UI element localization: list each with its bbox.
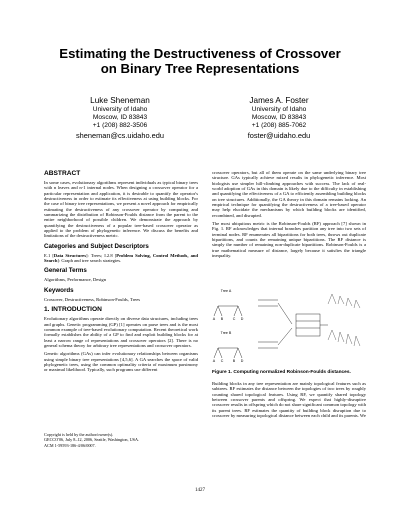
tree-b-edge [238, 348, 242, 358]
figure-1 [212, 286, 362, 366]
tree-a-edge [218, 306, 222, 316]
tree-b-leaf: B [232, 359, 236, 363]
tree-a-edge [214, 306, 218, 316]
author-2-email: foster@uidaho.edu [247, 130, 311, 140]
tree-b [213, 331, 244, 363]
tree-b-leaf: C [220, 359, 224, 363]
table-frame [296, 314, 320, 336]
paper-title [0, 46, 400, 76]
author-1-city: Moscow, ID 83843 [92, 114, 148, 122]
author-1-phone: +1 (208) 882-3506 [92, 122, 148, 130]
tree-a [213, 289, 244, 321]
tree-a-leaf: C [232, 317, 236, 321]
figure-1-diagram [212, 286, 362, 366]
tree-a-label: Tree A [220, 289, 232, 293]
right-paragraph-2: The most ubiquitous metric is the Robinson-Foulds (RF) approach [7] shown in Fig. 1. RF acknowledges that internal branches partition any tree into two sets of terminal nodes. RF enumerates all bipartitions for both trees, throws out duplicate bipartitions, and counts the remaining unique bipartitions. The RF distance is simply the number of remaining non-duplicate bipartitions. Robinson-Foulds is a true mathematical measure of distance, largely because it satisfies the triangle inequality. [212, 221, 366, 259]
tree-b-edge [214, 348, 218, 358]
introduction-paragraph-2: Genetic algorithms (GAs) can infer evolutionary relationships between organisms using simple binary tree representations [4,5,6]. A GA searches the space of valid phylogenetic trees, using the common optimality criteria of maximum parsimony or maximal likelihood. Typically, such programs use different [44, 351, 198, 373]
keywords-text: Crossover, Destructiveness, Robinson-Foulds, Trees [44, 296, 141, 302]
general-terms-text: Algorithms, Performance, Design [44, 277, 107, 283]
categories-mid: ]: Trees; I.2.8 [ [86, 252, 117, 258]
figure-1-caption: Figure 1. Computing normalized Robinson-Foulds distances. [212, 370, 351, 375]
tree-a-leaf: A [212, 317, 216, 321]
author-1-email: sheneman@cs.uidaho.edu [75, 130, 165, 140]
tree-a-leaf: D [240, 317, 244, 321]
cascade-trees [328, 294, 360, 346]
categories-prefix: E.1 [ [44, 252, 54, 258]
general-terms-heading: General Terms [44, 267, 87, 275]
categories-heading: Categories and Subject Descriptors [44, 242, 149, 250]
tree-b-edge [234, 348, 238, 358]
categories-bold-1: Data Structures [53, 252, 86, 258]
author-2-name: James A. Foster [249, 96, 309, 105]
left-column [44, 170, 198, 376]
bipartition-lists [258, 300, 292, 348]
abstract-heading: ABSTRACT [44, 170, 81, 177]
right-column [212, 170, 366, 262]
author-1-block [40, 96, 200, 141]
author-2-phone: +1 (208) 885-7062 [251, 122, 307, 130]
categories-suffix: ]: Graph and tree search strategies. [57, 258, 122, 264]
right-column-continued [212, 381, 366, 420]
right-paragraph-1: crossover operators, but all of them operate on the same underlying binary tree structure. GAs typically achieve mixed results in phylogenetic inference. Most biologists use simpler hill-climbing approaches with success. The lack of real-world adoption of GAs in this domain is likely due to the difficulty in establishing and quantifying the effectiveness of a GA to efficiently assembling building blocks on tree structures. Additionally, the GA theory in this domain remains lacking. An empirical technique for quantifying the destructiveness of a tree-based operator may help elucidate the mechanisms by which building blocks are identified, recombined, and disrupted. [212, 170, 366, 218]
title-line-2: on Binary Tree Representations [100, 61, 300, 76]
copyright-notice [44, 432, 198, 448]
title-line-1: Estimating the Destructiveness of Crossover [59, 46, 341, 61]
author-1-name: Luke Sheneman [90, 96, 150, 105]
copyright-line-3: ACM 1-59593-186-4/06/0007. [44, 442, 96, 448]
keywords-heading: Keywords [44, 286, 74, 294]
tree-a-leaf: B [220, 317, 224, 321]
merge-arrows [278, 303, 292, 345]
bipartition-table [296, 314, 328, 336]
author-2-affiliation: University of Idaho [251, 106, 307, 113]
cascade-tree-edges [328, 294, 360, 308]
right-paragraph-3: Building blocks in any tree representation are mainly topological features such as subtrees. RF estimates the distance between the topologies of two trees by roughly counting shared topological features. Using RF, we quantify shared topology between crossover parents and offspring. We expect that highly-disruptive crossover results in offspring which do not share significant common topology with its parent trees. RF estimates the quantity of building block disruption due to crossover by measuring topological distance between each child and its parents. We [212, 381, 366, 419]
categories-bold-2: Problem Solving, Control Methods, and Search [44, 252, 198, 264]
author-1-affiliation: University of Idaho [92, 106, 148, 113]
tree-b-label: Tree B [220, 331, 232, 335]
author-2-block [199, 96, 359, 141]
introduction-heading: 1. INTRODUCTION [44, 306, 102, 314]
author-2-city: Moscow, ID 83843 [251, 114, 307, 122]
tree-a-edge [238, 306, 242, 316]
tree-b-edge [218, 348, 222, 358]
page-number: 1427 [195, 488, 205, 493]
tree-a-edge [234, 306, 238, 316]
categories-text [44, 253, 198, 264]
abstract-text: In some cases, evolutionary algorithms represent individuals as typical binary trees with n leaves and n-1 internal nodes. When designing a crossover operator for a particular representation and application, it is desirable to quantify the operator's destructiveness in order to estimate its effectiveness at using building blocks. For the case of binary tree representations, we present a novel approach for empirically estimating the destructiveness of any crossover operator by computing and summarizing the distribution of Robinson-Foulds distance from the parent to the entire neighborhood of possible children. We demonstrate the approach by quantifying the destructiveness of a popular tree-based crossover operator as applied to the problem of phylogenetic inference. We discuss the benefits and limitations of the destructiveness metric. [44, 180, 198, 239]
tree-b-leaf: D [240, 359, 244, 363]
copyright-line-1: Copyright is held by the author/owner(s). [44, 432, 114, 437]
introduction-paragraph-1: Evolutionary algorithms operate directly on diverse data structures, including trees and graphs. Genetic programming (GP) [1] operates on parse trees and is the most common example of tree-based evolutionary computation. Recent theoretical work formally establishes the ability of a GP to find and exploit building blocks for at least a narrow range of representations and crossover operators [2]. There is no general schema theory for arbitrary tree representations and crossover operators. [44, 316, 198, 348]
tree-b-leaf: A [212, 359, 216, 363]
cascade-tree-edges [328, 330, 360, 346]
copyright-line-2: GECCO'06, July 8–12, 2006, Seattle, Washington, USA. [44, 437, 140, 443]
